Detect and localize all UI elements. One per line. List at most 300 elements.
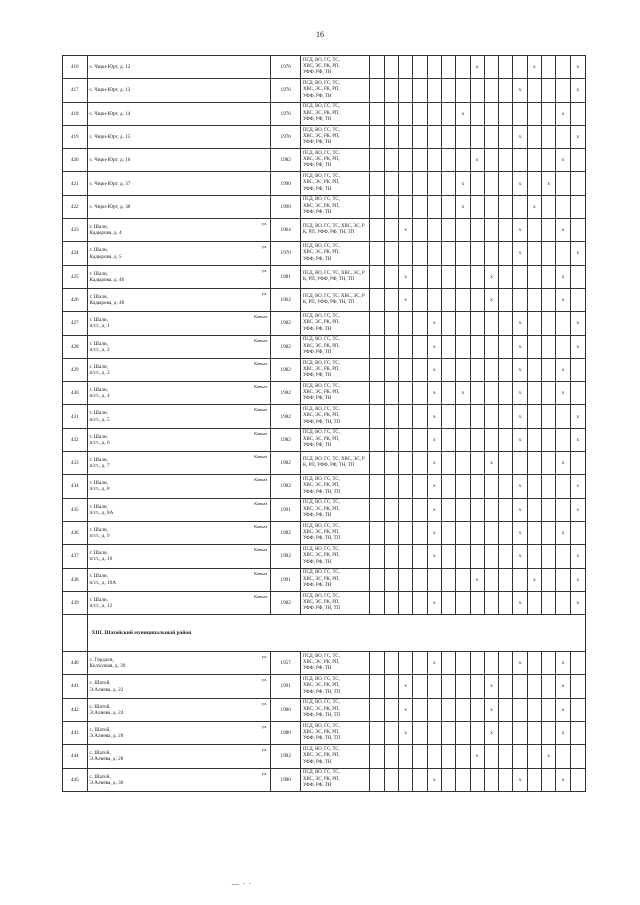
work-mark-cell [499, 219, 513, 242]
work-mark-cell [470, 335, 484, 358]
systems-cell [300, 265, 369, 288]
row-number: 426 [63, 288, 88, 311]
work-mark-cell [570, 768, 585, 791]
row-number: 445 [63, 768, 88, 791]
build-year: 1982 [271, 545, 301, 568]
work-mark-cell [384, 149, 398, 172]
systems-line: ПСД, ВО, ГС, ТС, ХВС, ЭС, Р [302, 456, 365, 462]
systems-line: К, РП, УФФ, РФ, ТН, ТП [302, 463, 355, 469]
systems-line: УФФ, РФ, ТН [302, 116, 332, 122]
table-row [63, 768, 586, 791]
build-year: 1990 [271, 172, 301, 195]
build-year: 1981 [271, 265, 301, 288]
address-cell [87, 745, 271, 768]
work-mark-cell [484, 591, 498, 614]
systems-line: ХВС, ЭС, РК, РП, [302, 483, 340, 489]
work-mark-cell [441, 288, 455, 311]
work-mark-cell [513, 698, 527, 721]
work-mark-cell [470, 265, 484, 288]
work-mark: x [556, 722, 570, 745]
systems-cell [300, 698, 369, 721]
table-row [63, 195, 586, 218]
work-mark-cell [542, 79, 556, 102]
systems-cell [300, 498, 369, 521]
work-mark-cell [527, 242, 541, 265]
work-mark-cell [399, 498, 413, 521]
systems-line: К, РП, УФФ, РФ, ТН, ТП [302, 300, 355, 306]
street-type-label: Кавказ [254, 500, 268, 506]
work-mark: x [570, 405, 585, 428]
work-mark-cell [570, 195, 585, 218]
work-mark-cell [370, 498, 384, 521]
work-mark-cell [470, 405, 484, 428]
address-cell [87, 102, 271, 125]
work-mark-cell [370, 722, 384, 745]
systems-line: К, РП, УФФ, РФ, ТН, ТП [302, 230, 355, 236]
work-mark-cell [499, 405, 513, 428]
systems-line: УФФ, РФ, ТН, ТП [302, 713, 340, 719]
work-mark-cell [384, 768, 398, 791]
work-mark-cell [499, 358, 513, 381]
systems-line: УФФ, РФ, ТН [302, 186, 332, 192]
work-mark-cell [527, 498, 541, 521]
work-mark-cell [399, 768, 413, 791]
work-mark: x [513, 768, 527, 791]
work-mark-cell [499, 745, 513, 768]
work-mark-cell [484, 125, 498, 148]
work-mark: x [470, 745, 484, 768]
systems-line: ХВС, ЭС, РК, РП, [302, 730, 340, 736]
work-mark-cell [527, 698, 541, 721]
address-cell [87, 125, 271, 148]
address-line: с. Шатой, [89, 750, 111, 757]
work-mark-cell [470, 219, 484, 242]
systems-cell [300, 149, 369, 172]
address-line: с. Чири-Юрт, д. 38 [89, 203, 131, 210]
work-mark: x [556, 382, 570, 405]
work-mark-cell [427, 242, 441, 265]
work-mark: x [513, 498, 527, 521]
systems-cell [300, 195, 369, 218]
row-number: 433 [63, 452, 88, 475]
systems-line: ПСД, ВО, ГС, ТС, [302, 313, 340, 319]
table-row [63, 498, 586, 521]
build-year: 1982 [271, 405, 301, 428]
systems-line: К, РП, УФФ, РФ, ТН, ТП [302, 276, 355, 282]
work-mark-cell [370, 149, 384, 172]
work-mark-cell [399, 545, 413, 568]
work-mark-cell [413, 521, 427, 544]
address-cell [87, 768, 271, 791]
work-mark-cell [441, 56, 455, 79]
work-mark-cell [499, 288, 513, 311]
systems-line: УФФ, РФ, ТН [302, 93, 332, 99]
work-mark-cell [527, 722, 541, 745]
work-mark-cell [384, 475, 398, 498]
work-mark-cell [370, 428, 384, 451]
work-mark-cell [542, 652, 556, 675]
work-mark-cell [399, 79, 413, 102]
work-mark: x [427, 498, 441, 521]
systems-cell [300, 428, 369, 451]
work-mark-cell [542, 428, 556, 451]
work-mark-cell [427, 172, 441, 195]
work-mark-cell [556, 591, 570, 614]
work-mark-cell [527, 452, 541, 475]
build-year: 1991 [271, 675, 301, 698]
work-mark-cell [499, 698, 513, 721]
build-year: 1976 [271, 56, 301, 79]
work-mark: x [427, 521, 441, 544]
work-mark: x [484, 698, 498, 721]
work-mark-cell [384, 675, 398, 698]
systems-line: УФФ, РФ, ТН [302, 70, 332, 76]
work-mark-cell [413, 172, 427, 195]
work-mark-cell [570, 652, 585, 675]
work-mark-cell [484, 428, 498, 451]
address-line: г. Шали, [89, 433, 108, 440]
work-mark-cell [470, 312, 484, 335]
build-year: 1991 [271, 568, 301, 591]
address-cell [87, 405, 271, 428]
systems-line: УФФ, РФ, ТН, ТП [302, 419, 340, 425]
systems-cell [300, 405, 369, 428]
work-mark: x [570, 568, 585, 591]
work-mark-cell [370, 288, 384, 311]
work-mark-cell [527, 312, 541, 335]
work-mark-cell [399, 172, 413, 195]
work-mark-cell [556, 568, 570, 591]
systems-cell [300, 219, 369, 242]
street-type-label: Кавказ [254, 384, 268, 390]
work-mark-cell [456, 498, 470, 521]
work-mark-cell [384, 452, 398, 475]
address-cell [87, 56, 271, 79]
work-mark-cell [470, 591, 484, 614]
table-row [63, 125, 586, 148]
street-type-label: ул. [261, 724, 268, 730]
work-mark-cell [413, 452, 427, 475]
work-mark-cell [556, 475, 570, 498]
address-cell [87, 172, 271, 195]
systems-line: ХВС, ЭС, РК, РП, [302, 660, 340, 666]
systems-line: ХВС, ЭС, РК, РП, [302, 64, 340, 69]
build-year: 1976 [271, 79, 301, 102]
street-type-label: ул. [261, 654, 268, 660]
address-line: с. Шатой, [89, 726, 111, 733]
street-type-label: Кавказ [254, 360, 268, 366]
work-mark-cell [370, 219, 384, 242]
work-mark-cell [570, 288, 585, 311]
work-mark-cell [413, 652, 427, 675]
work-mark-cell [384, 79, 398, 102]
work-mark-cell [470, 675, 484, 698]
work-mark-cell [542, 382, 556, 405]
work-mark-cell [470, 698, 484, 721]
work-mark-cell [513, 195, 527, 218]
work-mark-cell [456, 79, 470, 102]
work-mark-cell [499, 312, 513, 335]
work-mark-cell [527, 79, 541, 102]
address-cell [87, 219, 271, 242]
work-mark-cell [456, 452, 470, 475]
systems-line: ПСД, ВО, ГС, ТС, ХВС, ЭС, Р [302, 293, 365, 299]
work-mark-cell [499, 79, 513, 102]
table-row [63, 102, 586, 125]
work-mark-cell [527, 382, 541, 405]
work-mark: x [513, 358, 527, 381]
work-mark-cell [427, 265, 441, 288]
work-mark-cell [513, 102, 527, 125]
work-mark-cell [370, 698, 384, 721]
work-mark-cell [556, 56, 570, 79]
work-mark-cell [441, 652, 455, 675]
work-mark-cell [370, 312, 384, 335]
work-mark-cell [441, 358, 455, 381]
work-mark-cell [384, 219, 398, 242]
work-mark-cell [456, 652, 470, 675]
systems-line: ХВС, ЭС, РК, РП, [302, 133, 340, 139]
work-mark-cell [384, 652, 398, 675]
work-mark-cell [384, 722, 398, 745]
work-mark: x [456, 102, 470, 125]
work-mark-cell [570, 172, 585, 195]
work-mark: x [513, 382, 527, 405]
work-mark-cell [413, 265, 427, 288]
address-cell [87, 722, 271, 745]
systems-line: ХВС, ЭС, РК, РП, [302, 776, 340, 782]
systems-line: УФФ, РФ, ТН, ТП [302, 536, 340, 542]
table-row [63, 382, 586, 405]
work-mark-cell [399, 312, 413, 335]
systems-line: ХВС, ЭС, РК, РП, [302, 320, 340, 326]
work-mark-cell [456, 335, 470, 358]
work-mark: x [527, 56, 541, 79]
work-mark-cell [370, 768, 384, 791]
work-mark-cell [456, 698, 470, 721]
work-mark-cell [370, 745, 384, 768]
work-mark: x [399, 722, 413, 745]
work-mark-cell [456, 149, 470, 172]
row-number: 418 [63, 102, 88, 125]
table-row [63, 652, 586, 675]
work-mark-cell [527, 125, 541, 148]
systems-cell [300, 591, 369, 614]
systems-line: ХВС, ЭС, РК, РП, [302, 203, 340, 209]
systems-line: ХВС, ЭС, РК, РП, [302, 87, 340, 93]
work-mark-cell [384, 312, 398, 335]
table-row [63, 521, 586, 544]
street-type-label: ул. [261, 221, 268, 227]
work-mark-cell [456, 545, 470, 568]
address-cell [87, 675, 271, 698]
systems-cell [300, 768, 369, 791]
address-line-2: п/ст., д. 3 [89, 370, 110, 376]
address-line: с. Шатой, [89, 703, 111, 710]
systems-line: ПСД, ВО, ГС, ТС, [302, 360, 340, 366]
work-mark: x [556, 675, 570, 698]
table-row [63, 722, 586, 745]
work-mark: x [427, 545, 441, 568]
work-mark-cell [399, 56, 413, 79]
address-line: г. Шали, [89, 293, 108, 300]
work-mark-cell [427, 745, 441, 768]
work-mark: x [427, 405, 441, 428]
street-type-label: ул. [261, 267, 268, 273]
systems-line: УФФ, РФ, ТН [302, 582, 332, 588]
street-type-label: Кавказ [254, 547, 268, 553]
work-mark: x [556, 698, 570, 721]
systems-line: УФФ, РФ, ТН, ТП [302, 606, 340, 612]
work-mark-cell [413, 698, 427, 721]
section-empty-cell [63, 615, 88, 652]
work-mark: x [513, 125, 527, 148]
work-mark: x [399, 675, 413, 698]
systems-cell [300, 745, 369, 768]
row-number: 435 [63, 498, 88, 521]
address-line: с. Чири-Юрт, д. 15 [89, 133, 131, 140]
build-year: 1957 [271, 652, 301, 675]
build-year: 1982 [271, 452, 301, 475]
work-mark: x [484, 675, 498, 698]
section-header-row [63, 615, 586, 652]
row-number: 420 [63, 149, 88, 172]
work-mark-cell [527, 172, 541, 195]
build-year: 1982 [271, 312, 301, 335]
work-mark: x [427, 312, 441, 335]
address-cell [87, 195, 271, 218]
address-line: г. Шали, [89, 456, 108, 463]
systems-line: ПСД, ВО, ГС, ТС, [302, 127, 340, 133]
work-mark-cell [484, 745, 498, 768]
address-line: с. Чири-Юрт, д. 37 [89, 180, 131, 187]
address-line-2: п/ст., д. 8А [89, 509, 114, 516]
work-mark-cell [513, 568, 527, 591]
address-line-2: п/ст., д. 1 [89, 323, 110, 330]
work-mark: x [570, 312, 585, 335]
work-mark-cell [470, 79, 484, 102]
work-mark: x [570, 242, 585, 265]
systems-line: УФФ, РФ, ТН [302, 782, 332, 788]
work-mark: x [456, 195, 470, 218]
work-mark: x [570, 428, 585, 451]
row-number: 444 [63, 745, 88, 768]
work-mark-cell [441, 722, 455, 745]
work-mark-cell [384, 125, 398, 148]
build-year: 1982 [271, 428, 301, 451]
work-mark-cell [499, 125, 513, 148]
row-number: 423 [63, 219, 88, 242]
work-mark-cell [370, 545, 384, 568]
work-mark: x [427, 591, 441, 614]
work-mark-cell [441, 125, 455, 148]
systems-cell [300, 312, 369, 335]
work-mark: x [484, 722, 498, 745]
systems-line: ХВС, ЭС, РК, РП, [302, 413, 340, 419]
work-mark: x [513, 428, 527, 451]
build-year: 1982 [271, 521, 301, 544]
work-mark: x [399, 698, 413, 721]
work-mark-cell [370, 475, 384, 498]
work-mark: x [484, 288, 498, 311]
work-mark-cell [456, 56, 470, 79]
work-mark: x [570, 591, 585, 614]
work-mark-cell [384, 545, 398, 568]
row-number: 429 [63, 358, 88, 381]
row-number: 441 [63, 675, 88, 698]
work-mark-cell [384, 102, 398, 125]
systems-cell [300, 56, 369, 79]
work-mark: x [513, 475, 527, 498]
address-line-2: Э.Алиева, д. 24 [89, 709, 124, 716]
work-mark-cell [441, 745, 455, 768]
work-mark: x [542, 172, 556, 195]
address-line: г. Шали, [89, 503, 108, 510]
address-cell [87, 591, 271, 614]
work-mark-cell [441, 102, 455, 125]
address-line-2: Колхозная, д. 39 [89, 663, 126, 670]
address-line: г. Шали, [89, 410, 108, 417]
work-mark-cell [441, 475, 455, 498]
work-mark-cell [570, 265, 585, 288]
table-row [63, 568, 586, 591]
build-year: 1982 [271, 335, 301, 358]
work-mark-cell [542, 195, 556, 218]
systems-line: ПСД, ВО, ГС, ТС, [302, 81, 340, 86]
systems-line: ПСД, ВО, ГС, ТС, [302, 430, 340, 436]
address-line: с. Чири-Юрт, д. 16 [89, 157, 131, 164]
systems-cell [300, 545, 369, 568]
systems-line: УФФ, РФ, ТН, ТП [302, 689, 340, 695]
work-mark: x [470, 568, 484, 591]
work-mark-cell [570, 722, 585, 745]
systems-line: ПСД, ВО, ГС, ТС, [302, 407, 340, 413]
street-type-label: Кавказ [254, 593, 268, 599]
systems-line: ПСД, ВО, ГС, ТС, [302, 523, 340, 529]
address-line-2: Э.Алиева, д. 30 [89, 779, 124, 786]
work-mark-cell [499, 768, 513, 791]
work-mark-cell [456, 428, 470, 451]
work-mark-cell [484, 335, 498, 358]
work-mark-cell [499, 242, 513, 265]
work-mark-cell [456, 219, 470, 242]
work-mark-cell [527, 768, 541, 791]
work-mark-cell [556, 172, 570, 195]
work-mark-cell [413, 745, 427, 768]
work-mark-cell [370, 405, 384, 428]
systems-line: ХВС, ЭС, РК, РП, [302, 599, 340, 605]
build-year: 1991 [271, 498, 301, 521]
systems-line: ПСД, ВО, ГС, ТС, [302, 57, 340, 63]
work-mark-cell [370, 172, 384, 195]
systems-line: УФФ, РФ, ТН [302, 396, 332, 402]
work-mark: x [556, 265, 570, 288]
build-year: 1976 [271, 102, 301, 125]
work-mark-cell [384, 498, 398, 521]
work-mark: x [527, 568, 541, 591]
work-mark: x [556, 288, 570, 311]
work-mark-cell [470, 452, 484, 475]
work-mark-cell [384, 745, 398, 768]
systems-cell [300, 521, 369, 544]
work-mark-cell [527, 675, 541, 698]
work-mark: x [427, 428, 441, 451]
systems-line: ПСД, ВО, ГС, ТС, [302, 174, 340, 180]
work-mark: x [570, 475, 585, 498]
row-number: 421 [63, 172, 88, 195]
build-year: 1964 [271, 219, 301, 242]
systems-line: УФФ, РФ, ТН [302, 210, 332, 216]
